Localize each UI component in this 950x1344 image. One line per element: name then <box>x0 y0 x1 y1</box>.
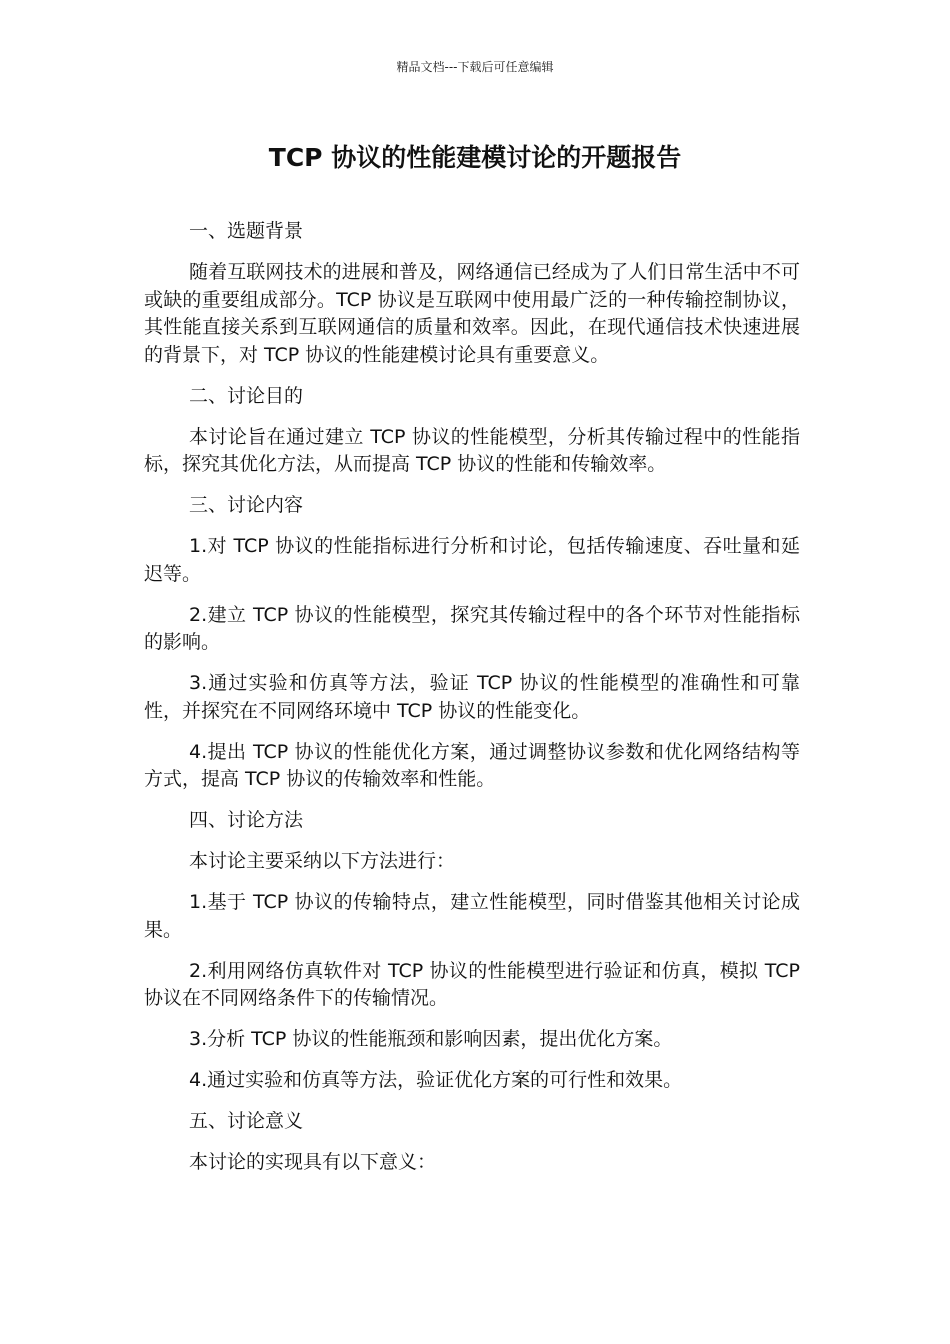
paragraph-significance-intro: 本讨论的实现具有以下意义： <box>189 1151 437 1173</box>
content-item-2: 2.建立 TCP 协议的性能模型，探究其传输过程中的各个环节对性能指标的影响。 <box>144 603 800 653</box>
content-item-3: 3.通过实验和仿真等方法，验证 TCP 协议的性能模型的准确性和可靠性，并探究在不同网络环境中 TCP 协议的性能变化。 <box>144 672 800 722</box>
content-item-4: 4.提出 TCP 协议的性能优化方案，通过调整协议参数和优化网络结构等方式，提高 TCP 协议的传输效率和性能。 <box>144 740 800 790</box>
section-heading-content: 三、讨论内容 <box>189 494 304 516</box>
paragraph-purpose: 本讨论旨在通过建立 TCP 协议的性能模型，分析其传输过程中的性能指标，探究其优化方法，从而提高 TCP 协议的性能和传输效率。 <box>144 425 800 475</box>
document-title: TCP 协议的性能建模讨论的开题报告 <box>268 143 682 172</box>
section-heading-background: 一、选题背景 <box>189 220 304 242</box>
content-item-1: 1.对 TCP 协议的性能指标进行分析和讨论，包括传输速度、吞吐量和延迟等。 <box>144 535 800 585</box>
paragraph-background: 随着互联网技术的进展和普及，网络通信已经成为了人们日常生活中不可或缺的重要组成部分。TCP 协议是互联网中使用最广泛的一种传输控制协议，其性能直接关系到互联网通信的质量和效率。因此，在现代通信技术快速进展的背景下，对 TCP 协议的性能建模讨论具有重要意义。 <box>144 261 800 366</box>
method-item-1: 1.基于 TCP 协议的传输特点，建立性能模型，同时借鉴其他相关讨论成果。 <box>144 891 800 941</box>
method-item-4: 4.通过实验和仿真等方法，验证优化方案的可行性和效果。 <box>189 1069 683 1091</box>
method-item-2: 2.利用网络仿真软件对 TCP 协议的性能模型进行验证和仿真，模拟 TCP 协议在不同网络条件下的传输情况。 <box>144 959 800 1009</box>
document-body <box>144 218 800 1190</box>
paragraph-method-intro: 本讨论主要采纳以下方法进行： <box>189 850 456 872</box>
section-heading-significance: 五、讨论意义 <box>189 1110 304 1132</box>
method-item-3: 3.分析 TCP 协议的性能瓶颈和影响因素，提出优化方案。 <box>189 1028 673 1050</box>
header-note: 精品文档---下载后可任意编辑 <box>396 60 554 74</box>
section-heading-purpose: 二、讨论目的 <box>189 384 304 407</box>
section-heading-method: 四、讨论方法 <box>189 809 304 831</box>
